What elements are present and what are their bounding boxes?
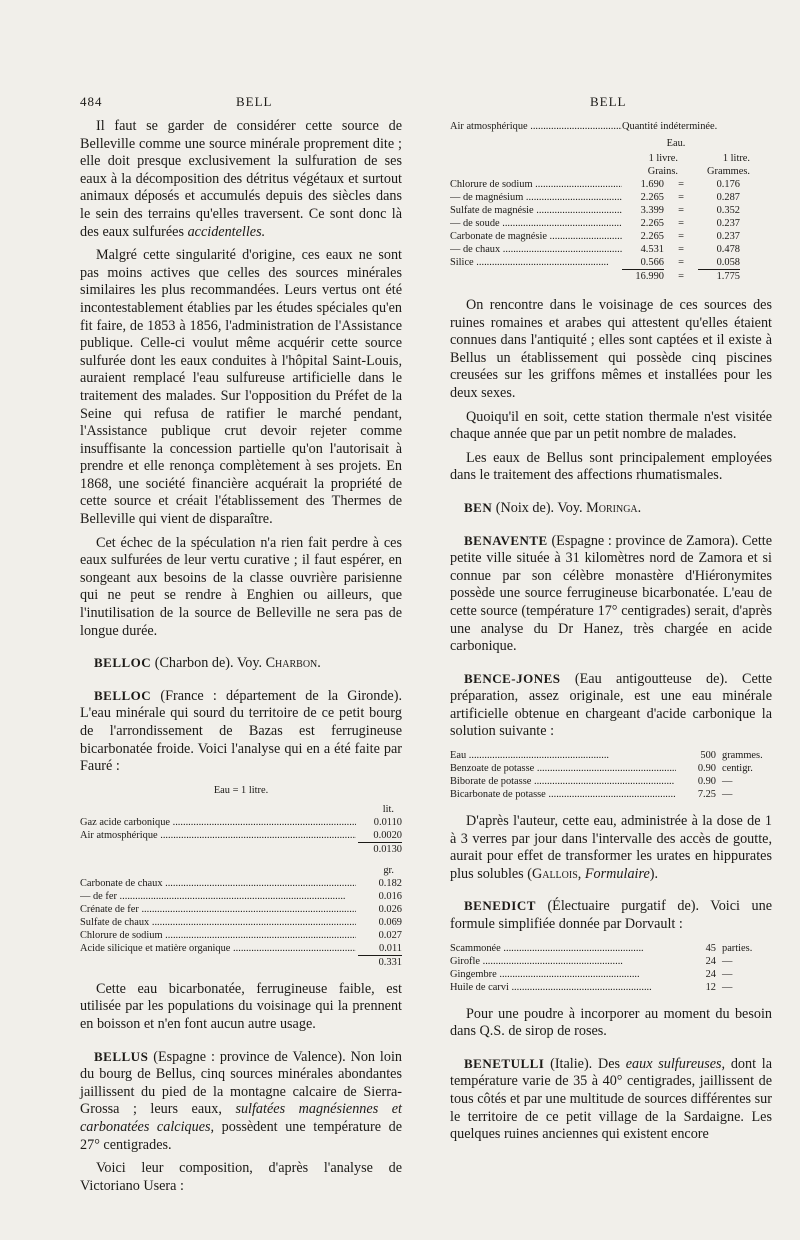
value-grains: 4.531 (640, 244, 664, 255)
row-label: — de chaux ..... (450, 243, 622, 256)
row-label: — de fer ..... (80, 890, 356, 903)
value-grammes: 0.237 (716, 218, 740, 229)
table-total: 0.331 (358, 955, 402, 969)
entry-bence-jones: BENCE-JONES (Eau antigoutteuse de). Cette préparation, assez originale, est une eau minérale artificielle obtenue en chargeant d'acide carbonique la solution suivante : (450, 670, 772, 740)
table-row (80, 829, 402, 842)
row-value: 0.016 (378, 890, 402, 902)
entry-belloc-charbon: BELLOC (Charbon de). Voy. Charbon. (94, 655, 321, 672)
table-row (450, 243, 772, 256)
equals-sign: = (678, 218, 684, 229)
unit: parties. (722, 942, 753, 954)
analysis-table-bellus (450, 120, 772, 283)
unit: centigr. (722, 763, 753, 775)
paragraph: Quoiqu'il en soit, cette station thermale n'est visitée chaque année que par un petit nombre de malades. (450, 408, 772, 443)
table-total-row: 16.990 = 1.775 (450, 269, 772, 283)
quantity: 0.90 (697, 776, 716, 788)
ingredient: Girofle ..... (450, 955, 676, 968)
entry-headword: BENAVENTE (464, 532, 548, 548)
row-label: Silice ..... (450, 256, 622, 269)
quantity: 24 (705, 955, 716, 967)
paragraph: Il faut se garder de considérer cette source de Belleville comme une source minérale proprement dite ; elle doit presque exclusivement la sulfuration de ses eaux à la décomposition des détritus végétaux et surtout animaux déposés et accumulés depuis des siècles dans le sein des terrains qu'elles traversent. Ce sont donc là des eaux sulfurées accidentelles. (80, 118, 402, 240)
value-grains: 1.690 (640, 179, 664, 190)
unit-label: gr. (383, 864, 394, 876)
row-label: Carbonate de magnésie ..... (450, 230, 622, 243)
cross-reference: Charbon. (265, 655, 321, 672)
table-row (450, 775, 772, 788)
entry-headword: BELLUS (94, 1048, 149, 1064)
paragraph: Voici leur composition, d'après l'analyse de Victoriano Usera : (80, 1160, 402, 1194)
entry-headword: BENETULLI (464, 1055, 545, 1071)
table-row (450, 762, 772, 775)
table-row (450, 942, 772, 955)
row-label: — de magnésium ..... (450, 191, 622, 204)
row-label: Carbonate de chaux ..... (80, 877, 356, 890)
table-row (450, 217, 772, 230)
row-label: Chlorure de sodium ..... (80, 929, 356, 942)
table-total: 0.0130 (358, 842, 402, 856)
entry-benedict: BENEDICT (Électuaire purgatif de). Voici une formule simplifiée donnée par Dorvault : (450, 898, 772, 933)
equals-sign: = (678, 231, 684, 242)
row-value: 0.0110 (373, 816, 402, 828)
paragraph: Les eaux de Bellus sont principalement employées dans le traitement des affections rhumatismales. (450, 449, 772, 484)
table-row (450, 981, 772, 994)
ingredient: Biborate de potasse ..... (450, 775, 676, 788)
unit: — (722, 981, 733, 993)
total-grammes: 1.775 (698, 269, 740, 283)
value-grammes: 0.058 (716, 257, 740, 268)
paragraph: Cet échec de la spéculation n'a rien fait perdre à ces eaux sulfurées de leur vertu curative ; il faut espérer, en songeant aux besoins de la classe ouvrière parisienne qui ne peut se rendre à Enghien ou ailleurs, que l'inutilisation de la source de Belleville ne sera pas de longue durée. (80, 534, 402, 639)
table-row: Air atmosphérique ..... Quantité indéterminée. (450, 120, 772, 133)
ingredient: Gingembre ..... (450, 968, 676, 981)
total-grains: 16.990 (622, 269, 664, 283)
row-value: 0.026 (378, 903, 402, 915)
row-value: 0.0020 (373, 829, 402, 841)
table-row (80, 877, 402, 890)
unit: — (722, 776, 733, 788)
value-grammes: 0.478 (716, 244, 740, 255)
value-grammes: 0.176 (716, 179, 740, 190)
ingredient: Benzoate de potasse ..... (450, 762, 676, 775)
gas-rows (80, 816, 402, 842)
row-label: Acide silicique et matière organique ..... (80, 942, 356, 955)
value-grains: 2.265 (640, 218, 664, 229)
table-row (80, 903, 402, 916)
table-row (450, 955, 772, 968)
quantity: 0.90 (697, 763, 716, 775)
unit: grammes. (722, 750, 763, 762)
value-grains: 0.566 (640, 257, 664, 268)
table-caption: Eau. (666, 138, 686, 149)
row-label: Sulfate de chaux ..... (80, 916, 356, 929)
value-grains: 3.399 (640, 205, 664, 216)
equals-sign: = (678, 257, 684, 268)
table-row (450, 191, 772, 204)
value-grammes: 0.237 (716, 231, 740, 242)
analysis-table-belloc (80, 784, 402, 969)
formula-table-benedict (450, 942, 772, 994)
quantity: 24 (705, 968, 716, 980)
row-value: 0.182 (378, 877, 402, 889)
entry-headword: BEN (464, 499, 493, 515)
solid-rows (80, 877, 402, 955)
row-value: 0.069 (378, 916, 402, 928)
paragraph: Malgré cette singularité d'origine, ces eaux ne sont pas moins actives que celles des sources minérales similaires les plus recommandées. Leurs vertus ont été incontestablement établies par les études spéciales qu'en fit faire, de 1853 à 1856, l'administration de l'Assistance publique. Celle-ci voulut même acquérir cette source sulfurée dont les eaux conduites à l'hôpital Saint-Louis, auraient remplacé l'eau sulfureuse artificielle dans le traitement des malades. Sur l'opposition du Préfet de la Seine qui refusa de ratifier le marché pendant, l'Assistance publique crut devoir rejeter comme insuffisante la concession partielle qu'on l'autorisait à prendre et elle renonça complètement à ses projets. En 1868, une société financière acquérait la propriété de cette source et créait l'établissement des Thermes de Belleville qui vient de disparaître. (80, 247, 402, 528)
entry-headword: BENCE-JONES (464, 670, 561, 686)
table-row (450, 968, 772, 981)
formula-table-bence-jones (450, 749, 772, 801)
entry-ben: BEN (Noix de). Voy. Moringa. (464, 499, 642, 516)
entry-benetulli: BENETULLI (Italie). Des eaux sulfureuses, dont la température varie de 35 à 40° centigrades, jaillissent de tous côtés et par une multitude de sources différentes sur le territoire de ce petit village de la Sardaigne. Les quelques ruines anciennes qui existent encore (450, 1055, 772, 1143)
equals-sign: = (678, 192, 684, 203)
value-grains: 2.265 (640, 231, 664, 242)
quantity: 500 (700, 750, 716, 762)
column-heads: 1 livre. 1 litre. (648, 153, 750, 164)
entry-bellus: BELLUS (Espagne : province de Valence). Non loin du bourg de Bellus, cinq sources minérales abondantes jaillissent du pied de la montagne calcaire de Sierra-Grossa ; leurs eaux, sulfatées magnésiennes et carbonatées calciques, possèdent une température de 27° centigrades. (80, 1048, 403, 1153)
running-head-right: BELL (590, 94, 627, 109)
table-row (80, 816, 402, 829)
cross-reference: Moringa. (586, 499, 642, 516)
value-grammes: 0.352 (716, 205, 740, 216)
unit: — (722, 968, 733, 980)
row-label: Chlorure de sodium ..... (450, 178, 622, 191)
table-row (450, 230, 772, 243)
ingredient: Scammonée ..... (450, 942, 676, 955)
ingredient: Bicarbonate de potasse ..... (450, 788, 676, 801)
left-column (80, 118, 402, 1201)
table-row (80, 929, 402, 942)
table-row (80, 890, 402, 903)
row-value: 0.011 (379, 942, 402, 954)
equals-sign: = (678, 244, 684, 255)
equals-sign: = (678, 205, 684, 216)
entry-belloc-gironde: BELLOC (France : département de la Gironde). L'eau minérale qui sourd du territoire de ce petit bourg de l'arrondissement de Bazas est ferrugineuse bicarbonatée froide. Voici l'analyse qui en a été faite par Fauré : (80, 687, 402, 775)
table-row (450, 749, 772, 762)
quantity: 7.25 (697, 789, 716, 801)
entry-benavente: BENAVENTE (Espagne : province de Zamora). Cette petite ville située à 31 kilomètres nord de Zamora et si connue par son célèbre monastère d'Hiéronymites possède une source ferrugineuse bicarbonatée. L'eau de cette source (température 17° centigrades) serait, d'après une analyse du Dr Hanez, très chargée en acide carbonique. (450, 532, 772, 655)
running-head-left: BELL (236, 94, 273, 109)
quantity: 12 (705, 981, 716, 993)
page-number: 484 (80, 94, 103, 109)
composition-rows (450, 178, 772, 269)
table-row (450, 204, 772, 217)
quantity: 45 (705, 942, 716, 954)
entry-headword: BENEDICT (464, 898, 536, 914)
row-label: Sulfate de magnésie ..... (450, 204, 622, 217)
paragraph: Pour une poudre à incorporer au moment du besoin dans Q.S. de sirop de roses. (450, 1005, 772, 1040)
equals-sign: = (678, 179, 684, 190)
table-row (80, 942, 402, 955)
row-label: Air atmosphérique ..... (80, 829, 356, 842)
table-caption: Eau = 1 litre. (213, 784, 269, 796)
table-row (80, 916, 402, 929)
row-value: 0.027 (378, 929, 402, 941)
right-column (450, 120, 772, 1150)
unit-label: lit. (382, 803, 394, 815)
paragraph: Cette eau bicarbonatée, ferrugineuse faible, est utilisée par les populations du voisinage qui la prennent en boisson et n'en font aucun autre usage. (80, 980, 402, 1032)
unit: — (722, 955, 733, 967)
value-grains: 2.265 (640, 192, 664, 203)
table-row (450, 256, 772, 269)
entry-headword: BELLOC (94, 655, 152, 671)
entry-headword: BELLOC (94, 687, 152, 703)
paragraph: On rencontre dans le voisinage de ces sources des ruines romaines et arabes qui attestent qu'elles étaient connues dans l'antiquité ; elles sont captées et il existe à Bellus un établissement qui possède cinq piscines creusées sur les griffons mêmes et installées pour les deux sexes. (450, 297, 772, 401)
row-label: Crénate de fer ..... (80, 903, 356, 916)
unit-heads: Grains. Grammes. (647, 166, 750, 177)
paragraph: D'après l'auteur, cette eau, administrée à la dose de 1 à 3 verres par jour dans l'intervalle des accès de goutte, aurait pour effet de transformer les urates en hippurates plus solubles (Gallois, Formulaire). (450, 813, 772, 882)
ingredient: Eau ..... (450, 749, 676, 762)
table-row (450, 178, 772, 191)
table-row (450, 788, 772, 801)
row-label: — de soude ..... (450, 217, 622, 230)
ingredient: Huile de carvi ..... (450, 981, 676, 994)
value-grammes: 0.287 (716, 192, 740, 203)
row-label: Gaz acide carbonique ..... (80, 816, 356, 829)
unit: — (722, 789, 733, 801)
